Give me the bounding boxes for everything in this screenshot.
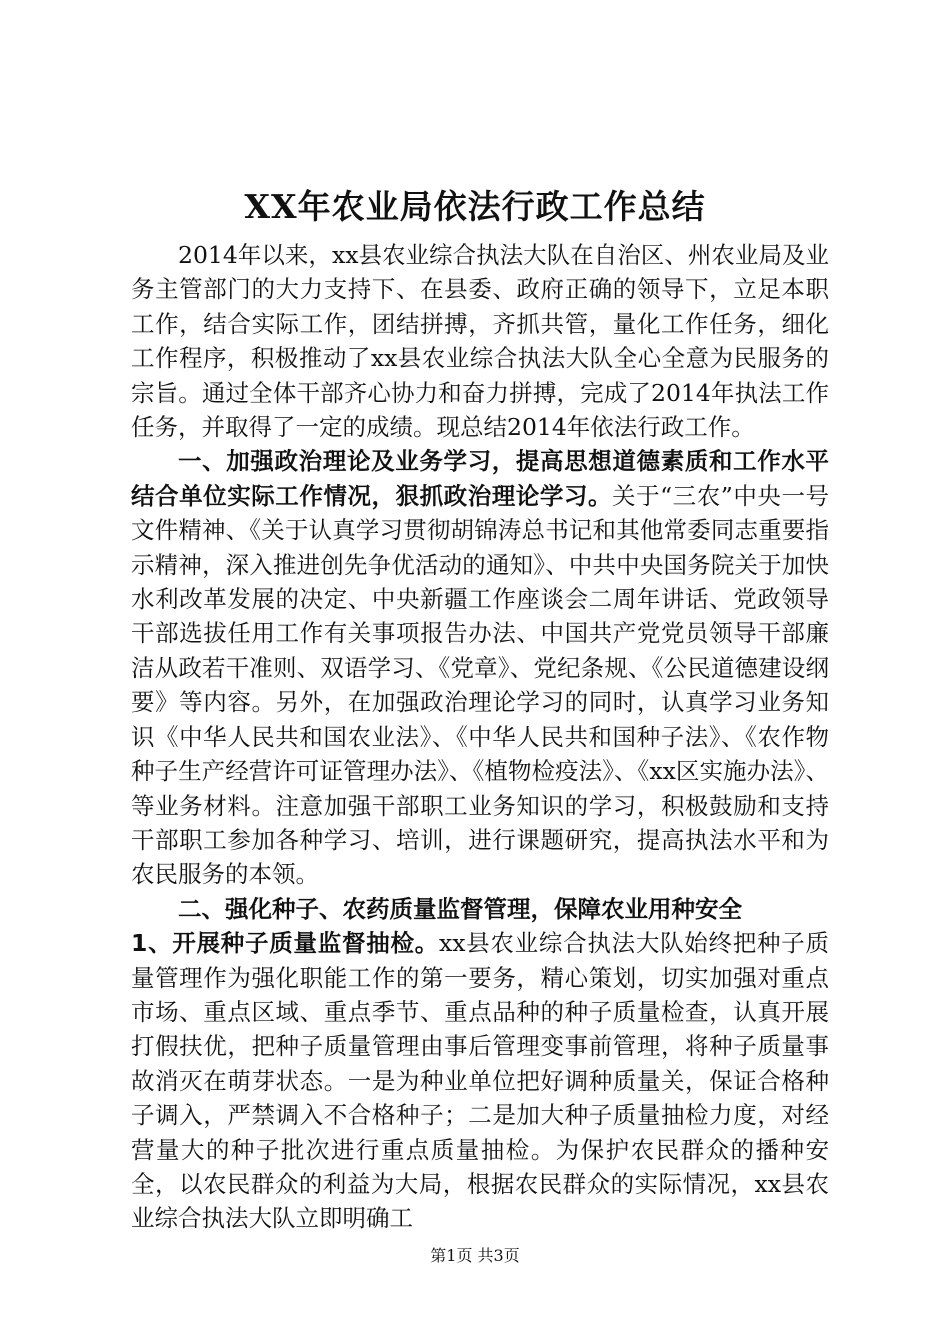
section-1-paragraph bbox=[131, 444, 829, 891]
intro-paragraph: 2014年以来，xx县农业综合执法大队在自治区、州农业局及业务主管部门的大力支持下、在县委、政府正确的领导下，立足本职工作，结合实际工作，团结拼搏，齐抓共管，量化工作任务，细化工作程序，积极推动了xx县农业综合执法大队全心全意为民服务的宗旨。通过全体干部齐心协力和奋力拼搏，完成了2014年执法工作任务，并取得了一定的成绩。现总结2014年依法行政工作。 bbox=[131, 241, 829, 442]
section-1-heading: 一、加强政治理论及业务学习，提高思想道德素质和工作水平结合单位实际工作情况，狠抓政治理论学习。 bbox=[131, 447, 829, 510]
section-2-heading: 二、强化种子、农药质量监督管理，保障农业用种安全 bbox=[178, 894, 742, 923]
section-1-body: 关于“三农”中央一号文件精神、《关于认真学习贯彻胡锦涛总书记和其他常委同志重要指示精神，深入推进创先争优活动的通知》、中共中央国务院关于加快水利改革发展的决定、中央新疆工作座谈会二周年讲话、党政领导干部选拔任用工作有关事项报告办法、中国共产党党员领导干部廉洁从政若干准则、双语学习、《党章》、党纪条规、《公民道德建设纲要》等内容。另外，在加强政治理论学习的同时，认真学习业务知识《中华人民共和国农业法》、《中华人民共和国种子法》、《农作物种子生产经营许可证管理办法》、《植物检疫法》、《xx区实施办法》、等业务材料。注意加强干部职工业务知识的学习，积极鼓励和支持干部职工参加各种学习、培训，进行课题研究，提高执法水平和为农民服务的本领。 bbox=[131, 481, 829, 889]
section-2-paragraph bbox=[131, 926, 829, 1236]
page-footer: 第1页 共3页 bbox=[430, 1246, 520, 1265]
section-2-heading-paragraph bbox=[131, 892, 829, 926]
section-2-body: xx县农业综合执法大队始终把种子质量管理作为强化职能工作的第一要务，精心策划，切实加强对重点市场、重点区域、重点季节、重点品种的种子质量检查，认真开展打假扶优，把种子质量管理由事后管理变事前管理，将种子质量事故消灭在萌芽状态。一是为种业单位把好调种质量关，保证合格种子调入，严禁调入不合格种子；二是加大种子质量抽检力度，对经营量大的种子批次进行重点质量抽检。为保护农民群众的播种安全，以农民群众的利益为大局，根据农民群众的实际情况，xx县农业综合执法大队立即明确工 bbox=[131, 929, 829, 1233]
document-title: XX年农业局依法行政工作总结 bbox=[244, 187, 706, 226]
document-body bbox=[131, 238, 829, 1236]
section-2-sub-heading: 1、开展种子质量监督抽检。 bbox=[131, 929, 439, 958]
